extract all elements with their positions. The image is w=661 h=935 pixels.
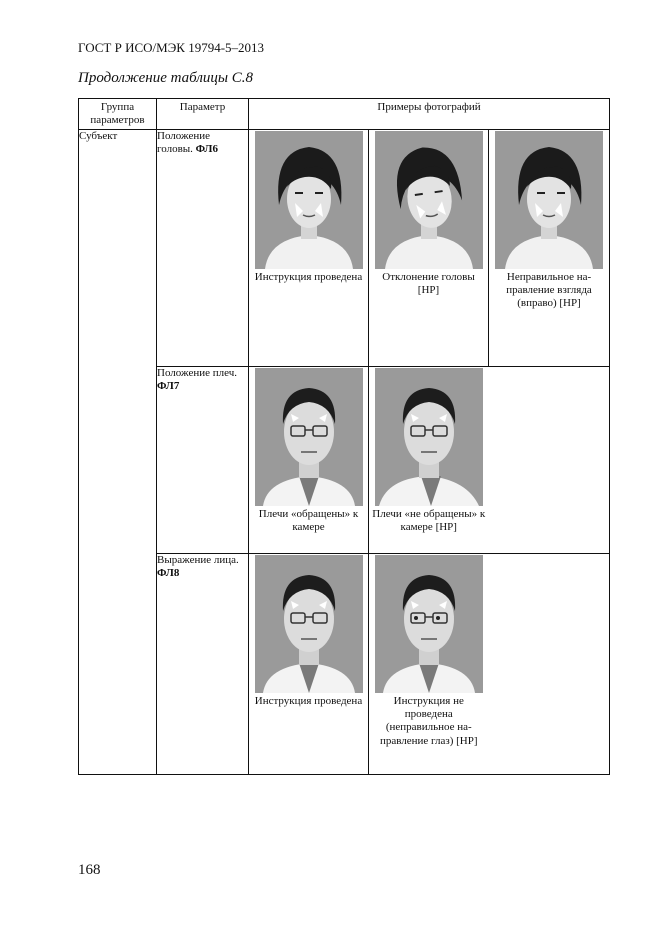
photo-man-frontal (255, 368, 363, 506)
parameter-cell (157, 554, 249, 775)
photo-man-frontal-expression (255, 555, 363, 693)
column-header-group: Группа параметров (79, 99, 157, 130)
table-row (79, 367, 610, 554)
parameter-code: ФЛ7 (157, 379, 180, 392)
parameter-code: ФЛ6 (195, 142, 218, 155)
photo-cell (369, 554, 489, 775)
parameter-text: Положение плеч. (157, 367, 238, 379)
photo-caption: Инструкция не проведена (неправильное на-правление глаз) [НР] (379, 695, 478, 747)
photo-woman-frontal (255, 131, 363, 269)
parameter-text: Положение головы. (157, 130, 211, 155)
photo-woman-tilted (375, 131, 483, 269)
photo-caption: Неправильное на-правление взгляда (вправо) [НР] (506, 271, 592, 310)
empty-cell (489, 367, 610, 554)
photo-cell (249, 367, 369, 554)
photo-caption: Инструкция проведена (254, 271, 363, 283)
photo-caption: Плечи «не обращены» к камере [НР] (372, 508, 486, 534)
table-continuation-caption: Продолжение таблицы С.8 (78, 70, 254, 86)
photo-cell (249, 130, 369, 367)
photo-cell (249, 554, 369, 775)
parameter-cell (157, 130, 249, 367)
photo-cell (369, 367, 489, 554)
empty-cell (489, 554, 610, 775)
parameter-code: ФЛ8 (157, 566, 180, 579)
parameter-cell (157, 367, 249, 554)
table-row (79, 554, 610, 775)
table-row (79, 130, 610, 367)
photo-cell (489, 130, 610, 367)
column-header-examples: Примеры фотографий (249, 99, 610, 130)
examples-table (78, 98, 610, 775)
group-cell: Субъект (79, 130, 157, 775)
photo-caption: Инструкция проведена (254, 695, 363, 707)
page-number: 168 (78, 862, 101, 878)
photo-man-eyes-off (375, 555, 483, 693)
photo-woman-gaze-right (495, 131, 603, 269)
parameter-text: Выражение лица. (157, 554, 239, 566)
document-code: ГОСТ Р ИСО/МЭК 19794-5–2013 (78, 40, 265, 55)
photo-man-turned (375, 368, 483, 506)
photo-caption: Плечи «обращены» к камере (258, 508, 359, 534)
photo-cell (369, 130, 489, 367)
photo-caption: Отклонение головы [НР] (382, 271, 475, 297)
column-header-parameter: Параметр (157, 99, 249, 130)
table-header-row (79, 99, 610, 130)
